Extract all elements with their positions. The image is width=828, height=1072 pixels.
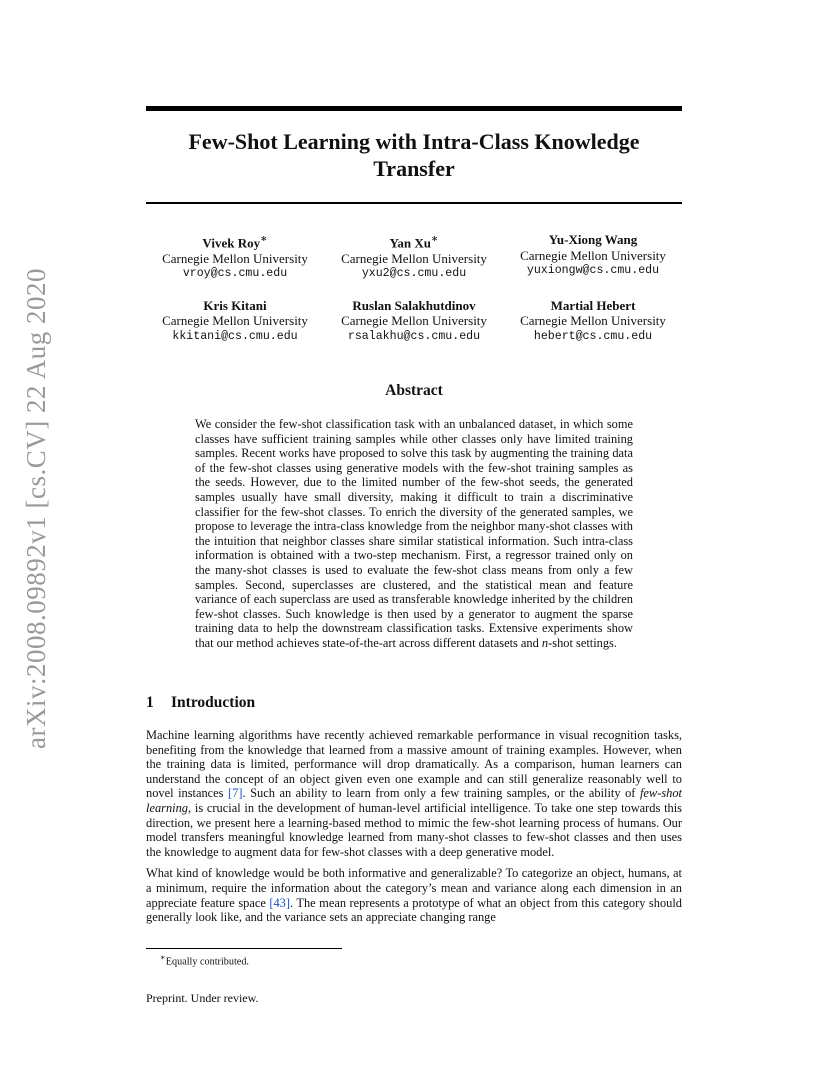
introduction-body bbox=[146, 728, 682, 932]
author-affiliation: Carnegie Mellon University bbox=[162, 250, 308, 266]
author-email: kkitani@cs.cmu.edu bbox=[172, 329, 298, 343]
paper-title bbox=[146, 128, 682, 182]
section-heading-introduction bbox=[146, 694, 255, 712]
author-email: rsalakhu@cs.cmu.edu bbox=[347, 329, 481, 343]
author-email: yuxiongw@cs.cmu.edu bbox=[526, 264, 660, 277]
author-name: Yan Xu bbox=[389, 235, 432, 251]
author-email: hebert@cs.cmu.edu bbox=[533, 329, 653, 343]
author-name: Vivek Roy bbox=[202, 235, 261, 251]
footnote: ∗Equally contributed. bbox=[160, 952, 249, 968]
author bbox=[146, 232, 324, 282]
title-line-2: Transfer bbox=[373, 156, 455, 181]
author-block bbox=[146, 232, 682, 360]
title-line-1: Few-Shot Learning with Intra-Class Knowledge bbox=[188, 129, 640, 154]
author-affiliation: Carnegie Mellon University bbox=[520, 313, 666, 329]
author-email: yxu2@cs.cmu.edu bbox=[361, 267, 467, 281]
author-affiliation: Carnegie Mellon University bbox=[520, 247, 666, 263]
section-title: Introduction bbox=[171, 694, 256, 711]
author-name: Yu-Xiong Wang bbox=[548, 232, 638, 247]
author-mark: ∗ bbox=[431, 233, 439, 245]
author-row-2 bbox=[146, 298, 682, 345]
author-name: Kris Kitani bbox=[203, 297, 267, 313]
title-top-rule bbox=[146, 106, 682, 111]
author-row-1 bbox=[146, 232, 682, 282]
author-affiliation: Carnegie Mellon University bbox=[341, 313, 487, 329]
abstract-heading: Abstract bbox=[385, 382, 443, 399]
footnote-rule bbox=[146, 948, 342, 949]
author bbox=[504, 232, 682, 282]
arxiv-identifier bbox=[14, 258, 58, 758]
section-number: 1 bbox=[146, 694, 154, 711]
abstract-text: We consider the few-shot classification task with an unbalanced dataset, in which some classes have sufficient training samples while other classes only have limited training samples. Recent works have proposed to solve this task by augmenting the training data of the few-shot classes using generative models with the few-shot training samples as the seeds. However, due to the limited number of the few-shot seeds, the generated samples usually have small diversity, making it difficult to train a discriminative classifier for the few-shot classes. To enrich the diversity of the generated samples, we propose to leverage the intra-class knowledge from the neighbor many-shot classes with the intuition that neighbor classes share similar statistical information. Such intra-class information is obtained with a two-step mechanism. First, a regressor trained only on the many-shot classes is used to evaluate the few-shot class means from only a few samples. Second, superclasses are clustered, and the statistical mean and feature variance of each superclass are used as transferable knowledge inherited by the children few-shot classes. Such knowledge is then used by a generator to augment the sparse training data to help the downstream classification tasks. Extensive experiments show that our method achieves state-of-the-art across different datasets and n-shot settings. bbox=[195, 417, 633, 650]
intro-paragraph-1: Machine learning algorithms have recently achieved remarkable performance in visual recognition tasks, benefiting from the knowledge that learned from a massive amount of training examples. However, when the training data is limited, performance will drop dramatically. As a comparison, human learners can understand the concept of an object given even one example and can still generalize reasonably well to novel instances [7]. Such an ability to learn from only a few training samples, or the ability of few-shot learning, is crucial in the development of human-level artificial intelligence. To take one step towards this direction, we present here a learning-based method to mimic the few-shot learning process of humans. Our model transfers meaningful knowledge learned from many-shot classes to few-shot classes and then uses the knowledge to augment data for few-shot classes with a deep generative model. bbox=[146, 728, 682, 859]
author-affiliation: Carnegie Mellon University bbox=[162, 313, 308, 329]
author-mark: ∗ bbox=[260, 233, 268, 245]
author-affiliation: Carnegie Mellon University bbox=[341, 250, 487, 266]
preprint-note: Preprint. Under review. bbox=[146, 991, 259, 1005]
author bbox=[504, 298, 682, 345]
title-bottom-rule bbox=[146, 202, 682, 204]
citation-link[interactable]: [43] bbox=[269, 895, 291, 910]
author bbox=[325, 298, 503, 345]
arxiv-identifier-text: arXiv:2008.09892v1 [cs.CV] 22 Aug 2020 bbox=[20, 267, 51, 749]
author bbox=[146, 298, 324, 345]
author-name: Martial Hebert bbox=[550, 297, 636, 313]
author bbox=[325, 232, 503, 282]
intro-paragraph-2: What kind of knowledge would be both informative and generalizable? To categorize an object, humans, at a minimum, require the information about the category’s mean and variance along each dimension in an appreciate feature space [43]. The mean represents a prototype of what an object from this category should generally look like, and the variance sets an appreciate changing range bbox=[146, 866, 682, 925]
author-name: Ruslan Salakhutdinov bbox=[352, 297, 476, 313]
author-email: vroy@cs.cmu.edu bbox=[182, 267, 288, 281]
citation-link[interactable]: [7] bbox=[228, 786, 243, 801]
